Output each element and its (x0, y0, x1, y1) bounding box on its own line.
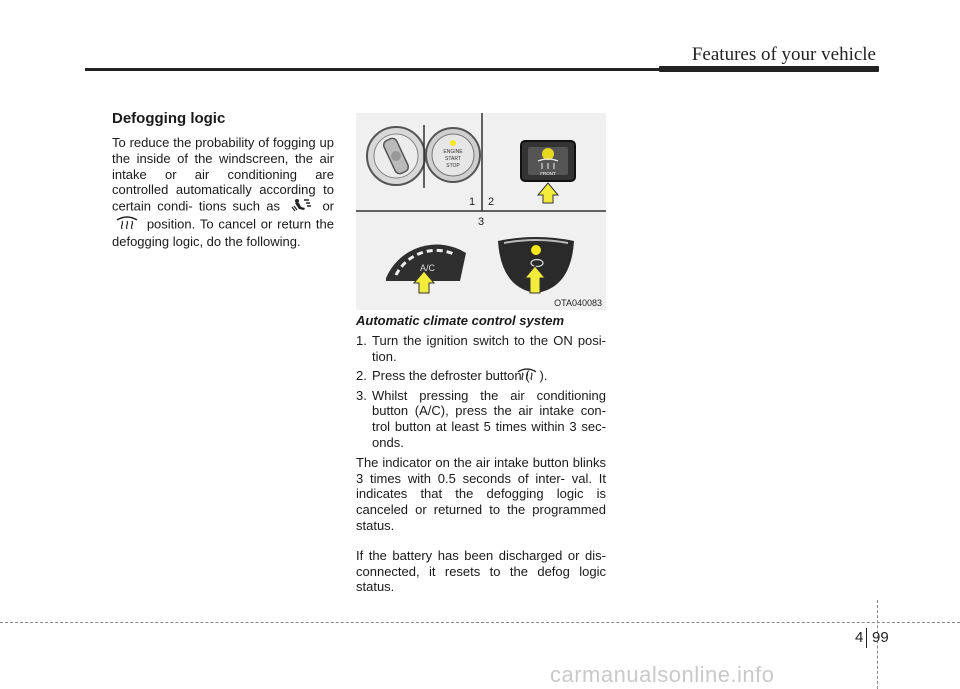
front-defroster-button-icon (521, 141, 575, 181)
callout-1: 1 (469, 196, 476, 208)
header-section-title: Features of your vehicle (691, 44, 876, 65)
step-text: Whilst pressing the air conditioning button (A/C), press the air intake con- trol button at least 5 times within 3 sec- onds. (372, 387, 606, 450)
battery-paragraph: If the battery has been discharged or dis- connected, it resets to the defog logic status. (356, 547, 606, 595)
footer-rule (0, 622, 960, 624)
subsection-title: Automatic climate control system (356, 313, 565, 328)
intro-text-or: or (322, 198, 334, 214)
callout-3: 3 (478, 216, 485, 228)
indicator-paragraph: The indicator on the air intake button blinks 3 times with 0.5 seconds of inter- val. It indicates that the defogging logic is canceled or returned to the programmed status. (356, 454, 606, 533)
windshield-feet-mode-icon (290, 198, 312, 216)
intro-text-part1: To reduce the probability of fogging up the inside of the windscreen, the air intake or air conditioning are controlled automatically according to certain condi- tions such as (112, 135, 334, 214)
engine-start-stop-button-icon (426, 128, 480, 182)
ac-label: A/C (420, 263, 436, 273)
page-number-divider (866, 628, 867, 648)
header-rule-accent (659, 66, 879, 72)
button-text-start: START (445, 156, 461, 162)
watermark: carmanualsonline.info (550, 662, 775, 687)
figure-code: OTA040083 (554, 298, 602, 308)
chapter-number: 4 (855, 629, 864, 646)
button-text-stop: STOP (446, 163, 460, 169)
step-number: 3. (356, 387, 367, 403)
right-column (356, 313, 606, 609)
step-item (356, 333, 606, 365)
page-number: 99 (872, 629, 889, 646)
figure-climate-controls (356, 113, 606, 310)
step-number: 2. (356, 367, 367, 383)
intro-text-part2: position. To cancel or return the defogging logic, do the following. (112, 216, 334, 249)
button-text-engine: ENGINE (443, 149, 463, 155)
step-number: 1. (356, 333, 367, 348)
left-column (112, 110, 334, 264)
step-item (356, 388, 606, 451)
intro-paragraph (112, 135, 334, 250)
steps-list (356, 333, 606, 451)
front-label: FRONT (540, 171, 556, 176)
step-text-before: Press the defroster button ( (372, 367, 530, 383)
arrow-up-icon (538, 183, 558, 203)
callout-2: 2 (488, 196, 495, 208)
step-item (356, 368, 606, 385)
defroster-icon (533, 368, 537, 385)
section-title: Defogging logic (112, 110, 226, 127)
ignition-key-icon (367, 127, 425, 185)
defroster-icon (116, 216, 138, 234)
step-text: Turn the ignition switch to the ON posi- tion. (372, 333, 606, 364)
step-text-after: ). (539, 367, 548, 383)
